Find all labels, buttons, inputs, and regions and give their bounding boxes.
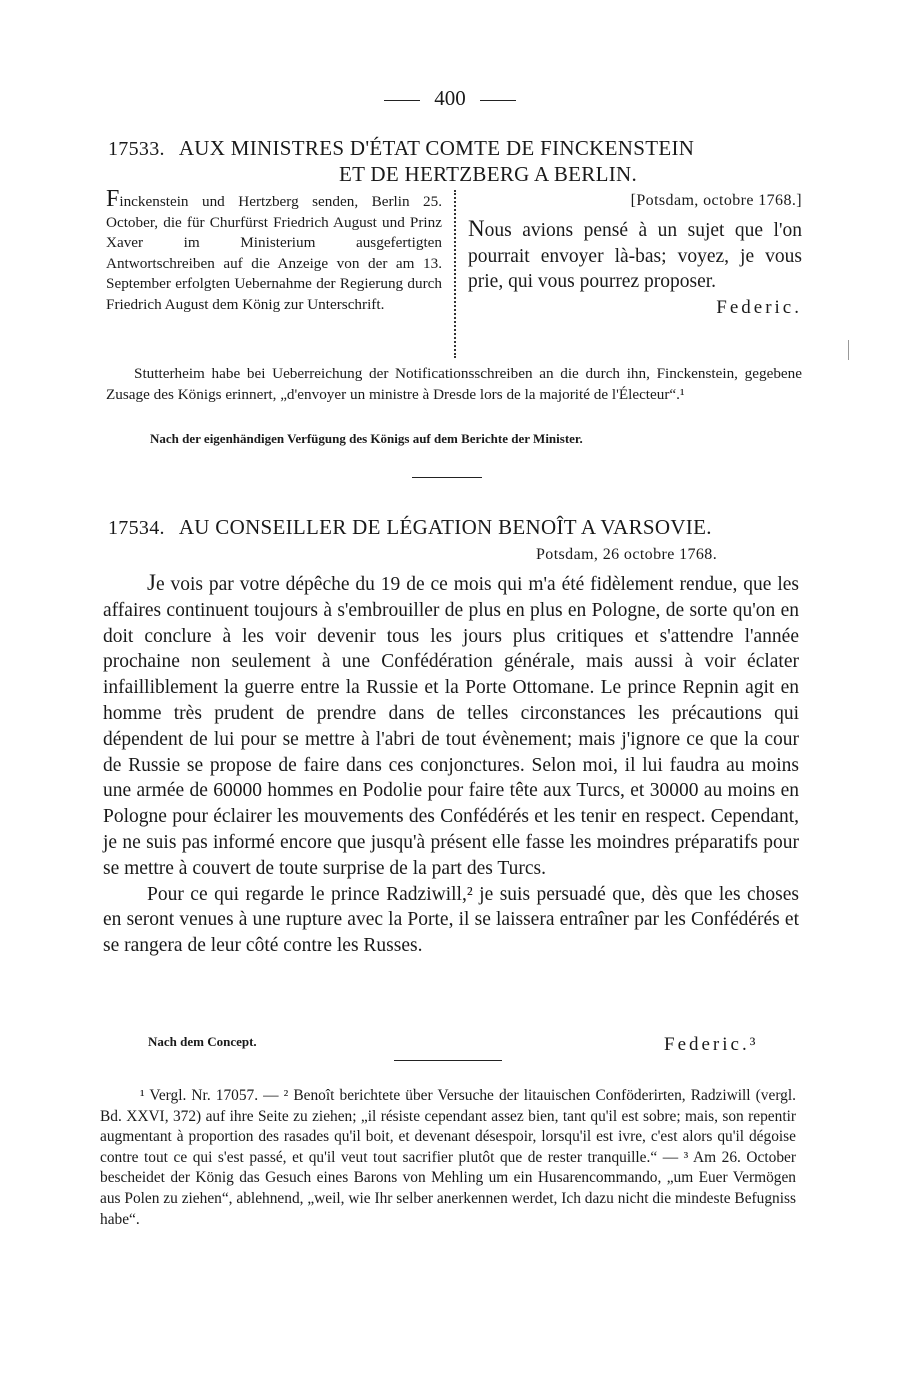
letter2-heading xyxy=(108,515,808,540)
letter2-initial: J xyxy=(147,570,156,595)
letter1-number: 17533. xyxy=(108,138,165,160)
letter1-signature: Federic. xyxy=(716,296,802,318)
letter2-paragraph-2: Pour ce qui regarde le prince Radziwill,² je suis persuadé que, dès que les choses en seront venues à une rupture avec la Porte, il se laissera entraîner par les Confédérés et se rangera de leur côté contre les Russes. xyxy=(103,883,799,957)
letter2-body xyxy=(103,570,799,959)
letter2-paragraph-1-text: e vois par votre dépêche du 19 de ce mois qui m'a été fidèlement rendue, que les affaires continuent toujours à s'embrouiller de plus en plus en Pologne, de sorte qu'on en doit conclure à les voir devenir tous les jours plus critiques et s'attendre l'année prochaine non seulement à une Confédération générale, mais aussi à voir éclater infailliblement la guerre entre la Russie et la Porte Ottomane. Le prince Repnin agit en homme très prudent de prendre dans de telles circonstances les précautions qui dépendent de lui pour se mettre à l'abri de tout évènement; mais j'ignore ce que la cour de Russie se propose de faire dans ces conjonctures. Selon moi, il lui faudra au moins une armée de 60000 hommes en Podolie pour faire tête aux Turcs, et 30000 au moins en Pologne pour éclairer les mouvements des Confédérés et les tenir en respect. Cependant, je ne suis pas informé encore que jusqu'à présent elle fasse les moindres préparatifs pour se mettre à couvert de toute surprise de la part des Turcs. xyxy=(103,574,799,879)
letter1-heading-line2: ET DE HERTZBERG A BERLIN. xyxy=(338,162,638,186)
footnotes: ¹ Vergl. Nr. 17057. — ² Benoît berichtete über Versuche der litauischen Conföderirten, Radziwill (vergl. Bd. XXVI, 372) auf ihre Seite zu ziehen; „il résiste cependant assez bien, tant qu'il est sobre; mais, son repentir augmentant à proportion des rasades qu'il boit, et devenant désespoir, lorsqu'il est ivre, c'est alors qu'il dégoise contre tout ce qui s'est passé, et qu'il veut tout sacrifier plutôt que de rester tranquille.“ — ³ Am 26. October bescheidet der König das Gesuch eines Barons von Mehling um ein Husarencommando, „um Euer Vermögen aus Polen zu ziehen“, ablehnend, „weil, wie Ihr selber anerkennen werdet, Ich dazu nicht die mindeste Befugniss habe“. xyxy=(100,1087,796,1228)
letter1-summary xyxy=(106,186,442,315)
letter1-summary-initial: F xyxy=(106,186,120,212)
letter2-paragraph-1 xyxy=(103,570,799,882)
page-number-dash-right xyxy=(480,100,516,101)
letter1-summary-text: inckenstein und Hertzberg senden, Berlin 25. October, die für Churfürst Friedrich August und Prinz Xaver im Ministerium ausgefertigten Antwortschreiben auf die Anzeige von der am 13. September erfolgten Uebernahme der Regierung durch Friedrich August dem König zur Unterschrift. xyxy=(106,193,442,313)
letter1-heading xyxy=(108,136,808,187)
letter1-source: Nach der eigenhändigen Verfügung des Königs auf dem Berichte der Minister. xyxy=(150,431,583,446)
column-divider xyxy=(454,190,456,358)
letter2-heading-text: AU CONSEILLER DE LÉGATION BENOÎT A VARSOVIE. xyxy=(178,515,712,539)
letter1-body xyxy=(468,216,802,295)
letter2-number: 17534. xyxy=(108,517,165,539)
section-separator xyxy=(412,477,482,478)
letter2-signature: Federic.³ xyxy=(664,1034,759,1055)
letter1-note: Stutterheim habe bei Ueberreichung der Notificationsschreiben an die durch ihn, Finckenstein, gegebene Zusage des Königs erinnert, „d'envoyer un ministre à Dresde lors de la majorité de l'Électeur“.¹ xyxy=(106,365,802,403)
letter1-body-initial: N xyxy=(468,216,485,241)
letter1-date: [Potsdam, octobre 1768.] xyxy=(630,192,802,209)
page-number xyxy=(0,86,900,111)
letter1-body-text: ous avions pensé à un sujet que l'on pourrait envoyer là-bas; voyez, je vous prie, qui vous pourrez proposer. xyxy=(468,220,802,292)
page-number-dash-left xyxy=(384,100,420,101)
page-number-text: 400 xyxy=(434,86,466,110)
letter1-body-column xyxy=(468,192,802,319)
letter1-heading-line1: AUX MINISTRES D'ÉTAT COMTE DE FINCKENSTEIN xyxy=(178,136,695,160)
margin-mark xyxy=(848,340,849,360)
letter2-source: Nach dem Concept. xyxy=(148,1034,257,1049)
letter2-date: Potsdam, 26 octobre 1768. xyxy=(536,546,718,563)
footnote-separator xyxy=(394,1060,502,1061)
